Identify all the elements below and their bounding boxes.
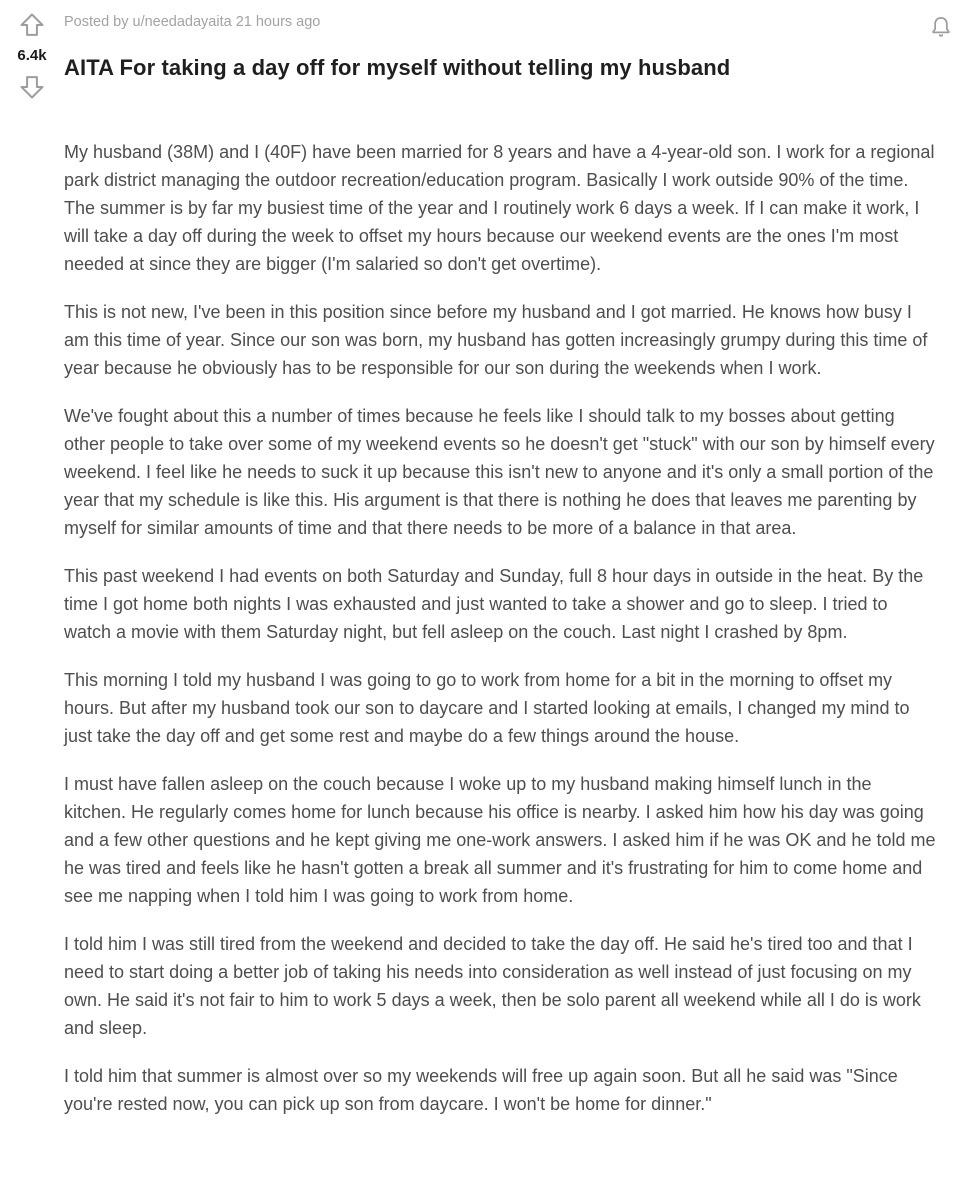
post-content — [64, 8, 968, 1190]
post-paragraph: My husband (38M) and I (40F) have been married for 8 years and have a 4-year-old son. I work for a regional park district managing the outdoor recreation/education program. Basically I work outside 90% of the time. The summer is by far my busiest time of the year and I routinely work 6 days a week. If I can make it work, I will take a day off during the week to offset my hours because our weekend events are the ones I'm most needed at since they are bigger (I'm salaried so don't get overtime). — [64, 142, 935, 274]
post-title[interactable]: AITA For taking a day off for myself without telling my husband — [64, 55, 731, 80]
post-paragraph: This morning I told my husband I was going to go to work from home for a bit in the morning to offset my hours. But after my husband took our son to daycare and I started looking at emails, I changed my mind to just take the day off and get some rest and maybe do a few things around the house. — [64, 670, 910, 746]
post-paragraph: I told him I was still tired from the weekend and decided to take the day off. He said he's tired too and that I need to start doing a better job of taking his needs into consideration as well instead of just focusing on my own. He said it's not fair to him to work 5 days a week, then be solo parent all weekend while all I do is work and sleep. — [64, 934, 921, 1038]
post-meta[interactable]: Posted by u/needadayaita 21 hours ago — [64, 14, 321, 30]
downvote-icon — [18, 73, 46, 101]
vote-column — [0, 8, 64, 1190]
post-paragraph: This past weekend I had events on both Saturday and Sunday, full 8 hour days in outside in the heat. By the time I got home both nights I was exhausted and just wanted to take a shower and go to sleep. I tried to watch a movie with them Saturday night, but fell asleep on the couch. Last night I crashed by 8pm. — [64, 566, 924, 642]
post-body — [64, 138, 958, 1118]
post-paragraph: I must have fallen asleep on the couch because I woke up to my husband making himself lunch in the kitchen. He regularly comes home for lunch because his office is nearby. I asked him how his day was going and a few other questions and he kept giving me one-work answers. I asked him if he was OK and he told me he was tired and feels like he hasn't gotten a break all summer and it's frustrating for him to come home and see me napping when I told him I was going to work from home. — [64, 774, 936, 906]
post-paragraph: I told him that summer is almost over so my weekends will free up again soon. But all he said was "Since you're rested now, you can pick up son from daycare. I won't be home for dinner." — [64, 1066, 898, 1114]
notification-bell-button[interactable] — [926, 12, 956, 42]
post-meta-row — [64, 12, 958, 42]
upvote-icon — [18, 11, 46, 39]
vote-score: 6.4k — [17, 47, 47, 64]
upvote-button[interactable] — [15, 8, 49, 42]
post-paragraph: This is not new, I've been in this position since before my husband and I got married. He knows how busy I am this time of year. Since our son was born, my husband has gotten increasingly grumpy during this time of year because he obviously has to be responsible for our son during the weekends when I work. — [64, 302, 928, 378]
bell-icon — [928, 14, 954, 40]
post-paragraph: We've fought about this a number of times because he feels like I should talk to my bosses about getting other people to take over some of my weekend events so he doesn't get "stuck" with our son by himself every weekend. I feel like he needs to suck it up because this isn't new to anyone and it's only a small portion of the year that my schedule is like this. His argument is that there is nothing he does that leaves me parenting by myself for similar amounts of time and that there needs to be more of a balance in that area. — [64, 406, 935, 538]
downvote-button[interactable] — [15, 70, 49, 104]
